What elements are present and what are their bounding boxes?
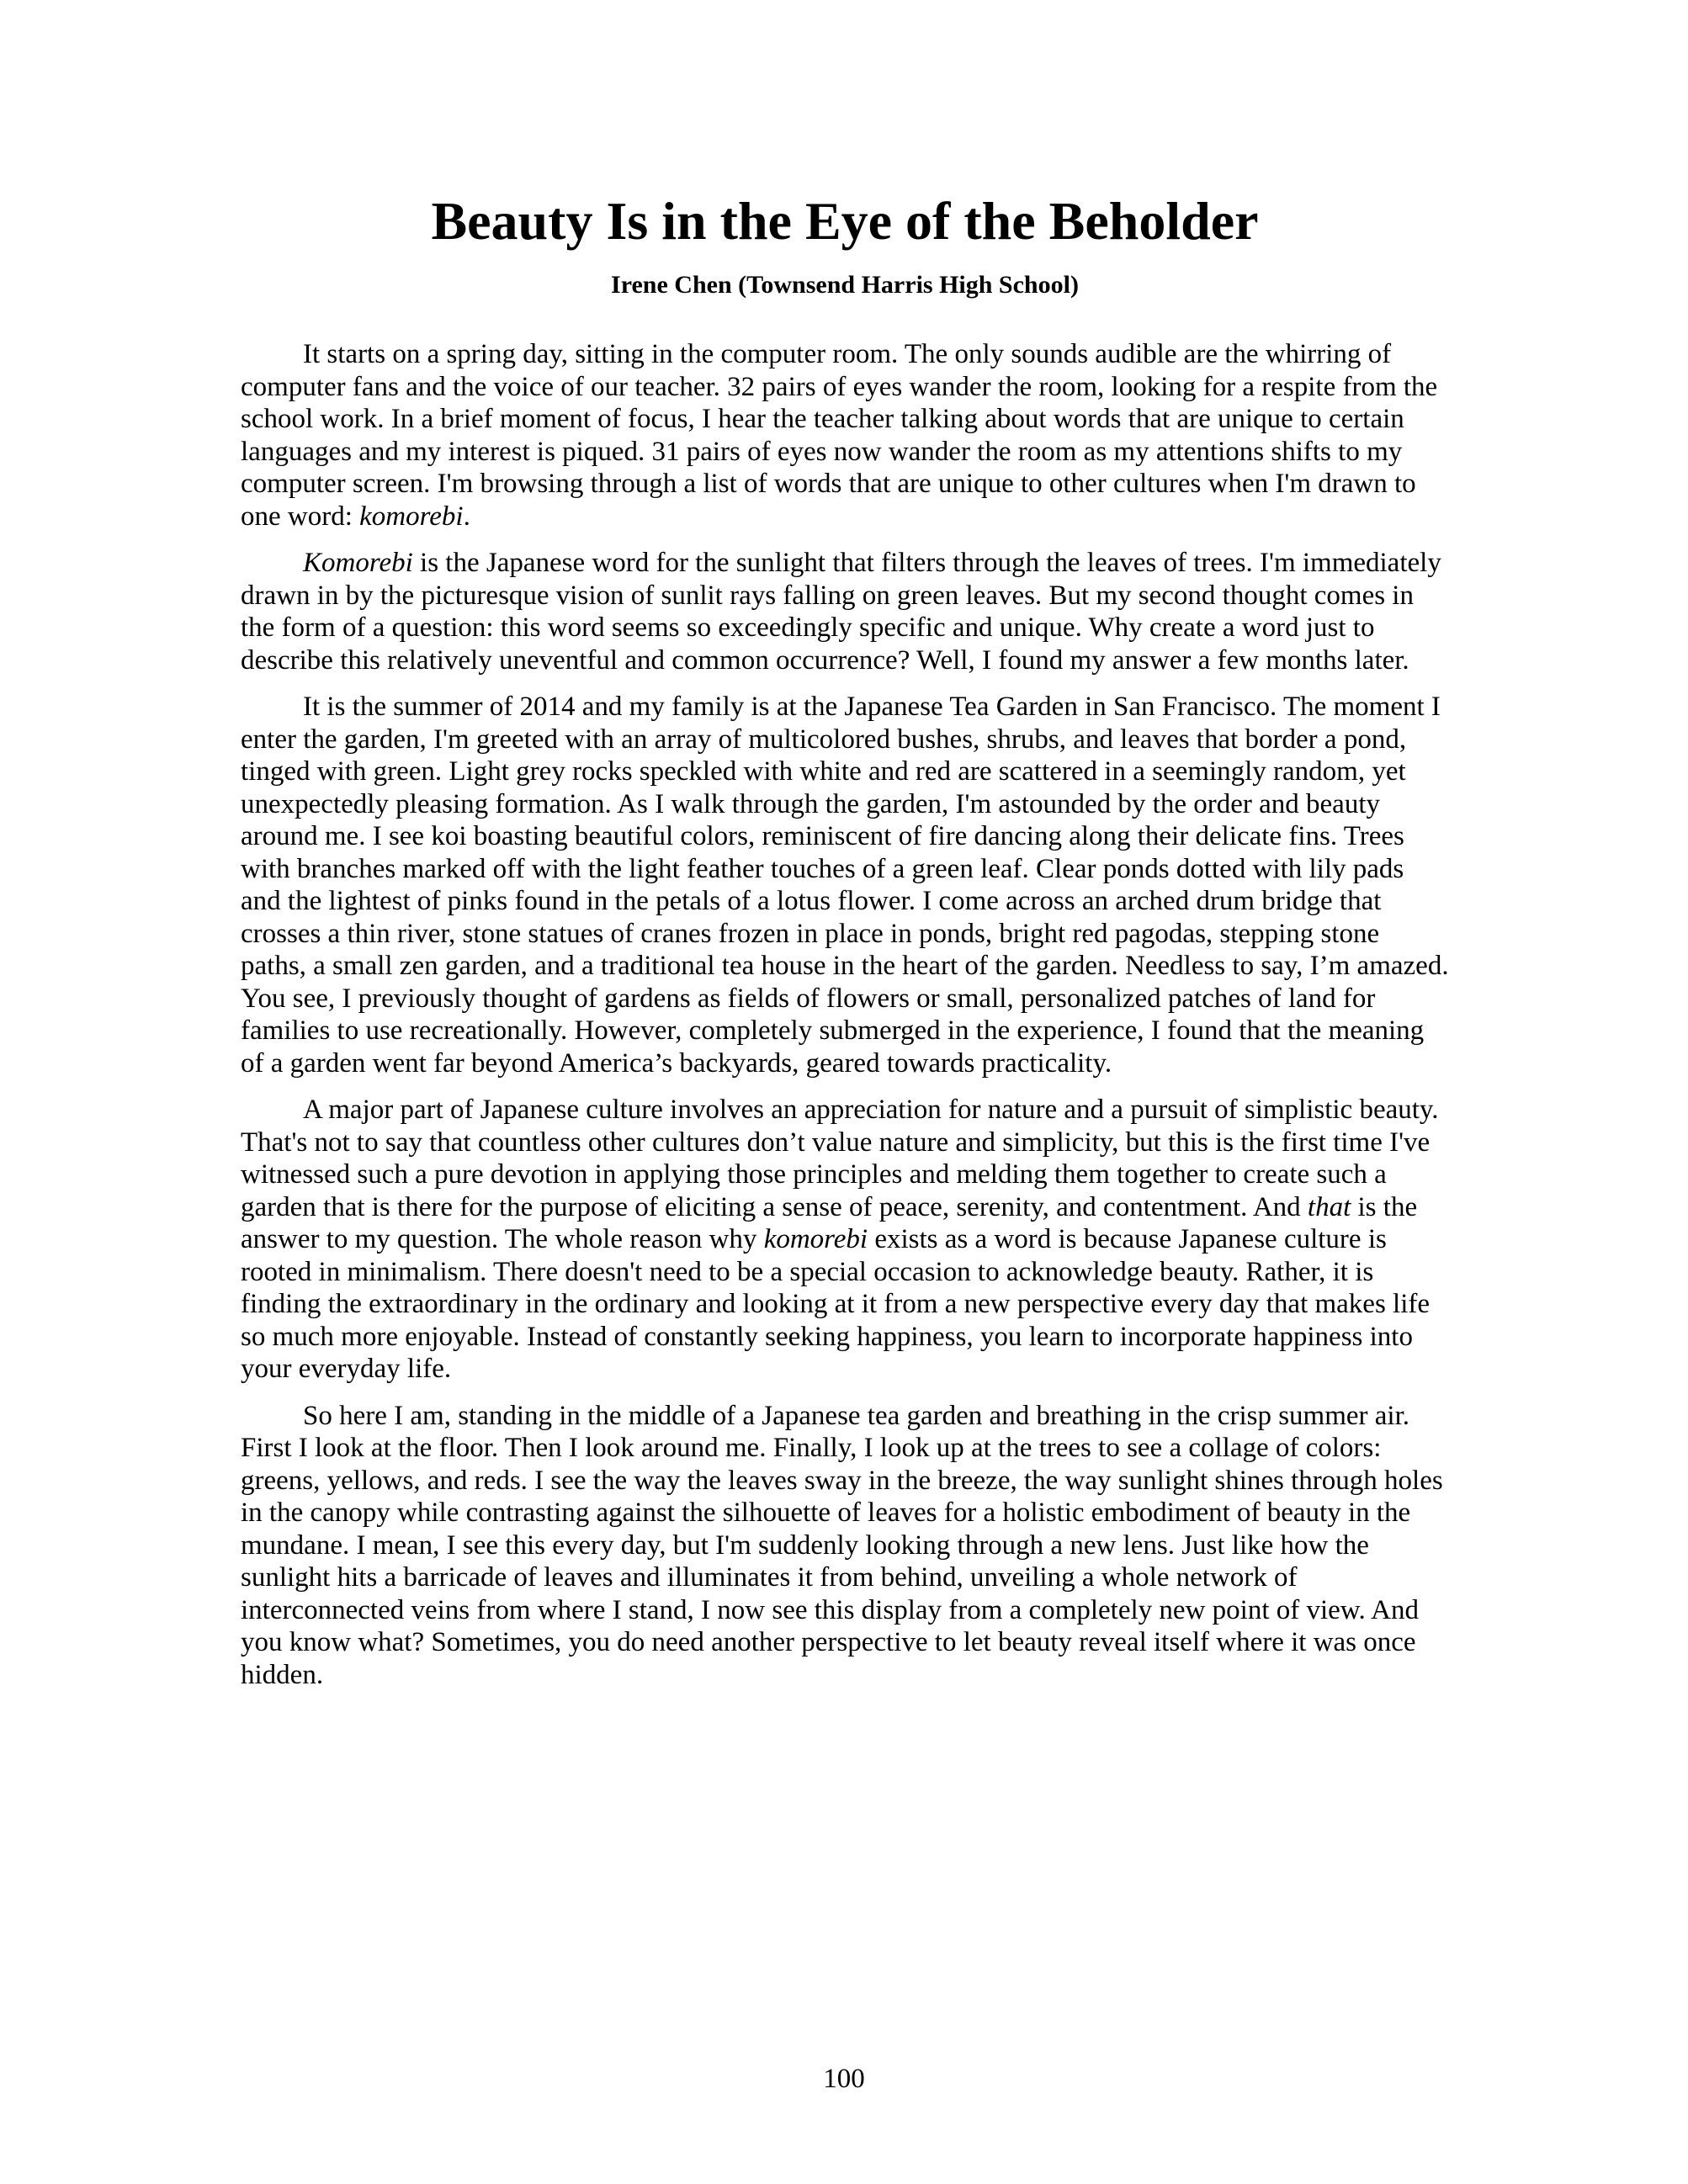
text-run: A major part of Japanese culture involves an appreciation for nature and a pursuit of simplistic beauty. That's not to say that countless other cultures don’t value nature and simplicity, but this is the first time I've witnessed such a pure devotion in applying those principles and melding them together to create such a garden that is there for the purpose of eliciting a sense of peace, serenity, and contentment. And <box>241 1095 1439 1222</box>
byline: Irene Chen (Townsend Harris High School) <box>611 271 1079 299</box>
page-number: 100 <box>823 2064 865 2094</box>
text-run: . <box>463 501 470 532</box>
text-run: So here I am, standing in the middle of a Japanese tea garden and breathing in the crisp summer air. First I look at the floor. Then I look around me. Finally, I look up at the trees to see a collage of colors: greens, yellows, and reds. I see the way the leaves sway in the breeze, the way sunlight shines through holes in the canopy while contrasting against the silhouette of leaves for a holistic embodiment of beauty in the mundane. I mean, I see this every day, but I'm suddenly looking through a new lens. Just like how the sunlight hits a barricade of leaves and illuminates it from behind, unveiling a whole network of interconnected veins from where I stand, I now see this display from a completely new point of view. And you know what? Sometimes, you do need another perspective to let beauty reveal itself where it was once hidden. <box>241 1400 1443 1690</box>
paragraph <box>241 547 1449 676</box>
paragraph <box>241 691 1449 1079</box>
italic-run: komorebi <box>763 1224 868 1254</box>
paragraph <box>241 338 1449 533</box>
italic-run: komorebi <box>359 501 464 532</box>
essay-body <box>241 338 1449 1691</box>
text-run: is the answer to my question. The whole reason why <box>241 1191 1418 1254</box>
paragraph <box>241 1094 1449 1386</box>
italic-run: Komorebi <box>303 548 413 578</box>
page-content <box>241 0 1449 1705</box>
text-run: It starts on a spring day, sitting in the computer room. The only sounds audible are the whirring of computer fans and the voice of our teacher. 32 pairs of eyes wander the room, looking for a respite from the school work. In a brief moment of focus, I hear the teacher talking about words that are unique to certain languages and my interest is piqued. 31 pairs of eyes now wander the room as my attentions shifts to my computer screen. I'm browsing through a list of words that are unique to other cultures when I'm drawn to one word: <box>241 339 1438 532</box>
page-title: Beauty Is in the Eye of the Beholder <box>431 191 1259 251</box>
italic-run: that <box>1307 1191 1351 1222</box>
text-run: exists as a word is because Japanese culture is rooted in minimalism. There doesn't need to be a special occasion to acknowledge beauty. Rather, it is finding the extraordinary in the ordinary and looking at it from a new perspective every day that makes life so much more enjoyable. Instead of constantly seeking happiness, you learn to incorporate happiness into your everyday life. <box>241 1224 1431 1384</box>
paragraph <box>241 1400 1449 1692</box>
text-run: It is the summer of 2014 and my family is at the Japanese Tea Garden in San Francisco. The moment I enter the garden, I'm greeted with an array of multicolored bushes, shrubs, and leaves that border a pond, tinged with green. Light grey rocks speckled with white and red are scattered in a seemingly random, yet unexpectedly pleasing formation. As I walk through the garden, I'm astounded by the order and beauty around me. I see koi boasting beautiful colors, reminiscent of fire dancing along their delicate fins. Trees with branches marked off with the light feather touches of a green leaf. Clear ponds dotted with lily pads and the lightest of pinks found in the petals of a lotus flower. I come across an arched drum bridge that crosses a thin river, stone statues of cranes frozen in place in ponds, bright red pagodas, stepping stone paths, a small zen garden, and a traditional tea house in the heart of the garden. Needless to say, I’m amazed. You see, I previously thought of gardens as fields of flowers or small, personalized patches of land for families to use recreationally. However, completely submerged in the experience, I found that the meaning of a garden went far beyond America’s backyards, geared towards practicality. <box>241 692 1449 1079</box>
text-run: is the Japanese word for the sunlight that filters through the leaves of trees. I'm immediately drawn in by the picturesque vision of sunlit rays falling on green leaves. But my second thought comes in the form of a question: this word seems so exceedingly specific and unique. Why create a word just to describe this relatively uneventful and common occurrence? Well, I found my answer a few months later. <box>241 548 1441 676</box>
